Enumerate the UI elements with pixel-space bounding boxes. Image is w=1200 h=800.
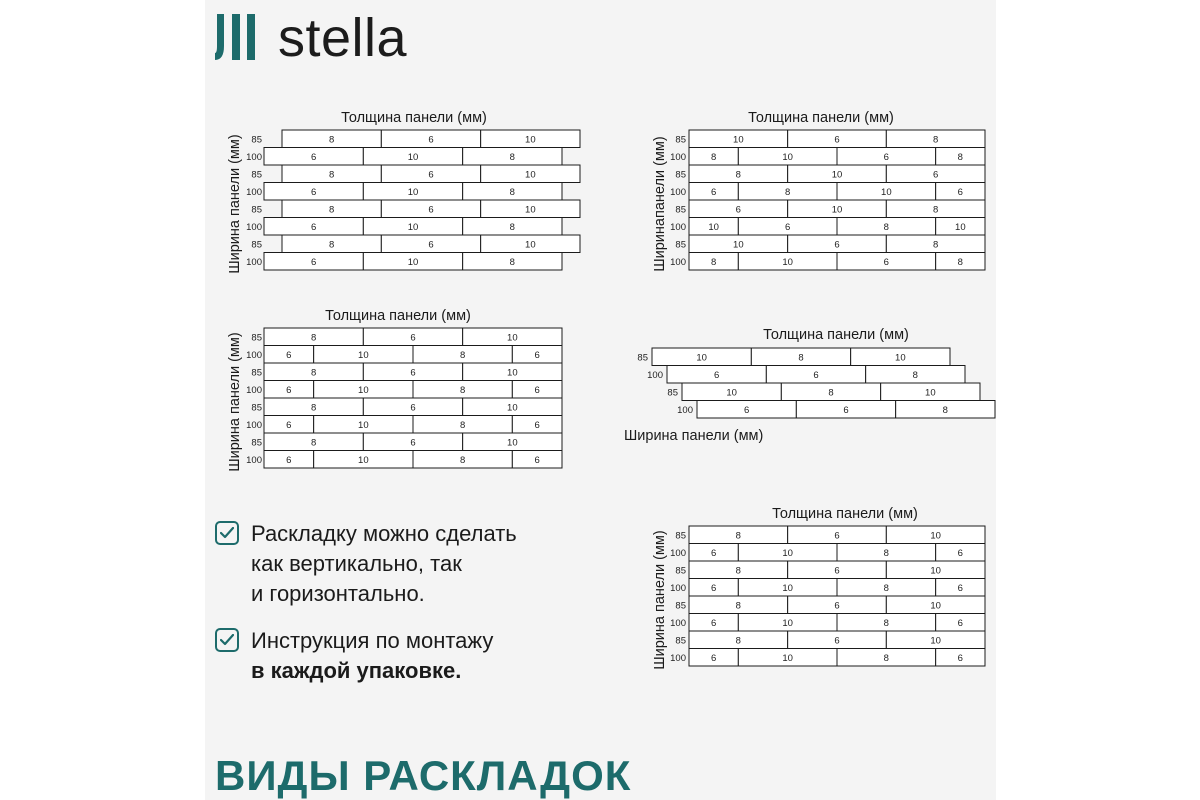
panel-thickness-label: 8: [883, 221, 889, 233]
feature-text: [251, 626, 493, 686]
row-width-label: 85: [675, 169, 686, 181]
feature-line: Раскладку можно сделать: [251, 521, 517, 546]
panel-thickness-label: 10: [733, 134, 744, 146]
checkmark-icon: [215, 628, 239, 652]
row-width-label: 85: [251, 402, 262, 414]
layout-diagram-svg: [649, 108, 994, 278]
panel-thickness-label: 8: [460, 454, 466, 466]
feature-line-bold: [251, 656, 493, 686]
row-width-label: 100: [246, 454, 262, 466]
diagram-title: Толщина панели (мм): [325, 308, 471, 324]
panel-thickness-label: 10: [525, 169, 536, 181]
panel-thickness-label: 10: [525, 134, 536, 146]
panel-thickness-label: 8: [735, 169, 741, 181]
panel-thickness-label: 10: [930, 600, 941, 612]
row-width-label: 100: [670, 221, 686, 233]
row-width-label: 85: [675, 565, 686, 577]
panel-thickness-label: 6: [834, 134, 840, 146]
panel-thickness-label: 8: [828, 387, 834, 399]
panel-thickness-label: 6: [744, 404, 750, 416]
feature-line: Инструкция по монтажу: [251, 628, 494, 653]
panel-thickness-label: 6: [711, 582, 717, 594]
layout-diagram-4: [620, 325, 1000, 445]
panel-thickness-label: 6: [735, 204, 741, 216]
panel-thickness-label: 10: [507, 437, 518, 449]
section-title: ВИДЫ РАСКЛАДОК: [215, 752, 632, 799]
panel-thickness-label: 10: [733, 239, 744, 251]
panel-thickness-label: 8: [785, 186, 791, 198]
panel-thickness-label: 10: [726, 387, 737, 399]
diagram-title: Толщина панели (мм): [763, 327, 909, 343]
row-width-label: 100: [677, 404, 693, 416]
panel-thickness-label: 8: [942, 404, 948, 416]
panel-thickness-label: 6: [714, 369, 720, 381]
panel-thickness-label: 6: [834, 530, 840, 542]
stella-logo-icon: [215, 14, 265, 60]
panel-thickness-label: 8: [311, 437, 317, 449]
panel-thickness-label: 10: [525, 239, 536, 251]
panel-thickness-label: 8: [509, 151, 515, 163]
panel-thickness-label: 6: [711, 547, 717, 559]
panel-thickness-label: 10: [782, 582, 793, 594]
panel-thickness-label: 6: [428, 239, 434, 251]
panel-thickness-label: 8: [957, 256, 963, 268]
row-width-label: 100: [647, 369, 663, 381]
panel-thickness-label: 8: [933, 239, 939, 251]
row-width-label: 100: [246, 419, 262, 431]
row-width-label: 85: [675, 239, 686, 251]
panel-thickness-label: 10: [358, 349, 369, 361]
panel-thickness-label: 8: [329, 204, 335, 216]
diagram-title: Толщина панели (мм): [748, 110, 894, 126]
checkmark-icon: [215, 521, 239, 545]
panel-thickness-label: 6: [834, 635, 840, 647]
panel-thickness-label: 6: [711, 617, 717, 629]
panel-thickness-label: 6: [534, 384, 540, 396]
panel-thickness-label: 8: [883, 617, 889, 629]
panel-thickness-label: 8: [509, 256, 515, 268]
panel-thickness-label: 6: [711, 186, 717, 198]
panel-thickness-label: 6: [410, 437, 416, 449]
row-width-label: 100: [246, 256, 262, 268]
panel-thickness-label: 8: [933, 204, 939, 216]
row-width-label: 85: [251, 169, 262, 181]
panel-thickness-label: 8: [883, 652, 889, 664]
layout-diagram-svg: [224, 306, 569, 476]
panel-thickness-label: 10: [696, 352, 707, 364]
diagram-side-label: Ширина панели (мм): [227, 134, 243, 274]
panel-thickness-label: 10: [782, 652, 793, 664]
panel-thickness-label: 10: [507, 367, 518, 379]
panel-thickness-label: 6: [410, 402, 416, 414]
panel-thickness-label: 10: [782, 617, 793, 629]
panel-thickness-label: 8: [329, 169, 335, 181]
row-width-label: 100: [246, 221, 262, 233]
panel-thickness-label: 6: [883, 256, 889, 268]
panel-thickness-label: 8: [460, 384, 466, 396]
panel-thickness-label: 10: [358, 384, 369, 396]
row-width-label: 85: [251, 332, 262, 344]
row-width-label: 100: [246, 349, 262, 361]
panel-thickness-label: 6: [957, 617, 963, 629]
panel-thickness-label: 6: [311, 256, 317, 268]
panel-thickness-label: 10: [507, 332, 518, 344]
panel-thickness-label: 10: [895, 352, 906, 364]
panel-thickness-label: 8: [735, 565, 741, 577]
panel-thickness-label: 6: [410, 367, 416, 379]
panel-thickness-label: 6: [834, 565, 840, 577]
diagram-title: Толщина панели (мм): [772, 506, 918, 522]
panel-thickness-label: 8: [509, 221, 515, 233]
feature-text: [251, 519, 517, 609]
row-width-label: 100: [670, 652, 686, 664]
panel-thickness-label: 6: [843, 404, 849, 416]
panel-thickness-label: 10: [782, 151, 793, 163]
panel-thickness-label: 6: [711, 652, 717, 664]
panel-thickness-label: 6: [286, 419, 292, 431]
panel-thickness-label: 6: [883, 151, 889, 163]
row-width-label: 85: [675, 530, 686, 542]
panel-thickness-label: 8: [711, 256, 717, 268]
panel-thickness-label: 10: [925, 387, 936, 399]
panel-thickness-label: 6: [428, 204, 434, 216]
panel-thickness-label: 10: [930, 530, 941, 542]
row-width-label: 85: [251, 239, 262, 251]
panel-thickness-label: 6: [933, 169, 939, 181]
panel-thickness-label: 6: [311, 221, 317, 233]
panel-thickness-label: 10: [407, 186, 419, 198]
panel-thickness-label: 8: [460, 349, 466, 361]
layout-diagram-3: [224, 306, 569, 476]
row-width-label: 85: [251, 367, 262, 379]
panel-thickness-label: 10: [782, 547, 793, 559]
panel-thickness-label: 8: [329, 134, 335, 146]
panel-thickness-label: 8: [460, 419, 466, 431]
panel-thickness-label: 6: [428, 169, 434, 181]
row-width-label: 100: [670, 547, 686, 559]
layout-diagram-svg: [649, 504, 994, 674]
panel-thickness-label: 10: [881, 186, 892, 198]
layout-diagram-svg: [620, 325, 1000, 445]
diagram-title: Толщина панели (мм): [341, 110, 487, 126]
panel-thickness-label: 10: [831, 204, 843, 216]
diagram-side-label: Ширинапанели (мм): [652, 136, 668, 272]
panel-thickness-label: 10: [930, 565, 941, 577]
panel-thickness-label: 6: [286, 384, 292, 396]
feature-bold-text: в каждой упаковке.: [251, 658, 462, 683]
row-width-label: 85: [675, 635, 686, 647]
panel-thickness-label: 10: [407, 221, 419, 233]
row-width-label: 85: [667, 387, 678, 399]
panel-thickness-label: 10: [407, 151, 419, 163]
panel-thickness-label: 10: [507, 402, 518, 414]
row-width-label: 85: [675, 600, 686, 612]
row-width-label: 85: [675, 134, 686, 146]
panel-thickness-label: 6: [311, 151, 317, 163]
panel-thickness-label: 6: [785, 221, 791, 233]
layout-diagram-2: [649, 108, 994, 278]
panel-thickness-label: 10: [525, 204, 536, 216]
panel-thickness-label: 8: [735, 600, 741, 612]
panel-thickness-label: 6: [410, 332, 416, 344]
layout-diagram-5: [649, 504, 994, 674]
panel-thickness-label: 6: [286, 454, 292, 466]
panel-thickness-label: 8: [957, 151, 963, 163]
panel-thickness-label: 8: [912, 369, 918, 381]
row-width-label: 100: [246, 151, 262, 163]
panel-thickness-label: 8: [933, 134, 939, 146]
row-width-label: 100: [670, 256, 686, 268]
panel-thickness-label: 8: [329, 239, 335, 251]
panel-thickness-label: 6: [834, 600, 840, 612]
row-width-label: 100: [246, 186, 262, 198]
diagram-side-label: Ширина панели (мм): [227, 332, 243, 472]
diagram-side-label: Ширина панели (мм): [624, 428, 764, 444]
panel-thickness-label: 6: [534, 419, 540, 431]
panel-thickness-label: 10: [831, 169, 843, 181]
panel-thickness-label: 6: [957, 582, 963, 594]
row-width-label: 85: [251, 134, 262, 146]
panel-thickness-label: 6: [834, 239, 840, 251]
feature-line: как вертикально, так: [251, 551, 462, 576]
row-width-label: 100: [246, 384, 262, 396]
panel-thickness-label: 8: [311, 367, 317, 379]
panel-thickness-label: 8: [311, 402, 317, 414]
panel-thickness-label: 10: [930, 635, 941, 647]
row-width-label: 85: [637, 352, 648, 364]
layout-diagram-svg: [224, 108, 584, 278]
layout-diagram-1: [224, 108, 584, 278]
panel-thickness-label: 10: [955, 221, 966, 233]
panel-thickness-label: 10: [782, 256, 793, 268]
row-width-label: 100: [670, 617, 686, 629]
panel-thickness-label: 6: [534, 349, 540, 361]
panel-thickness-label: 6: [957, 652, 963, 664]
panel-thickness-label: 6: [813, 369, 819, 381]
panel-thickness-label: 8: [798, 352, 804, 364]
panel-thickness-label: 6: [428, 134, 434, 146]
feature-line: и горизонтально.: [251, 581, 425, 606]
panel-thickness-label: 8: [883, 547, 889, 559]
row-width-label: 85: [251, 204, 262, 216]
panel-thickness-label: 6: [311, 186, 317, 198]
panel-thickness-label: 6: [957, 547, 963, 559]
panel-thickness-label: 10: [358, 419, 369, 431]
panel-thickness-label: 8: [311, 332, 317, 344]
diagram-side-label: Ширина панели (мм): [652, 530, 668, 670]
panel-thickness-label: 8: [735, 635, 741, 647]
panel-thickness-label: 6: [286, 349, 292, 361]
panel-thickness-label: 6: [534, 454, 540, 466]
row-width-label: 100: [670, 582, 686, 594]
brand-name: stella: [278, 8, 408, 68]
panel-thickness-label: 10: [708, 221, 719, 233]
panel-thickness-label: 8: [711, 151, 717, 163]
panel-thickness-label: 8: [735, 530, 741, 542]
row-width-label: 85: [675, 204, 686, 216]
panel-thickness-label: 6: [957, 186, 963, 198]
panel-thickness-label: 8: [883, 582, 889, 594]
panel-thickness-label: 8: [509, 186, 515, 198]
row-width-label: 85: [251, 437, 262, 449]
row-width-label: 100: [670, 151, 686, 163]
row-width-label: 100: [670, 186, 686, 198]
panel-thickness-label: 10: [358, 454, 369, 466]
panel-thickness-label: 10: [407, 256, 419, 268]
